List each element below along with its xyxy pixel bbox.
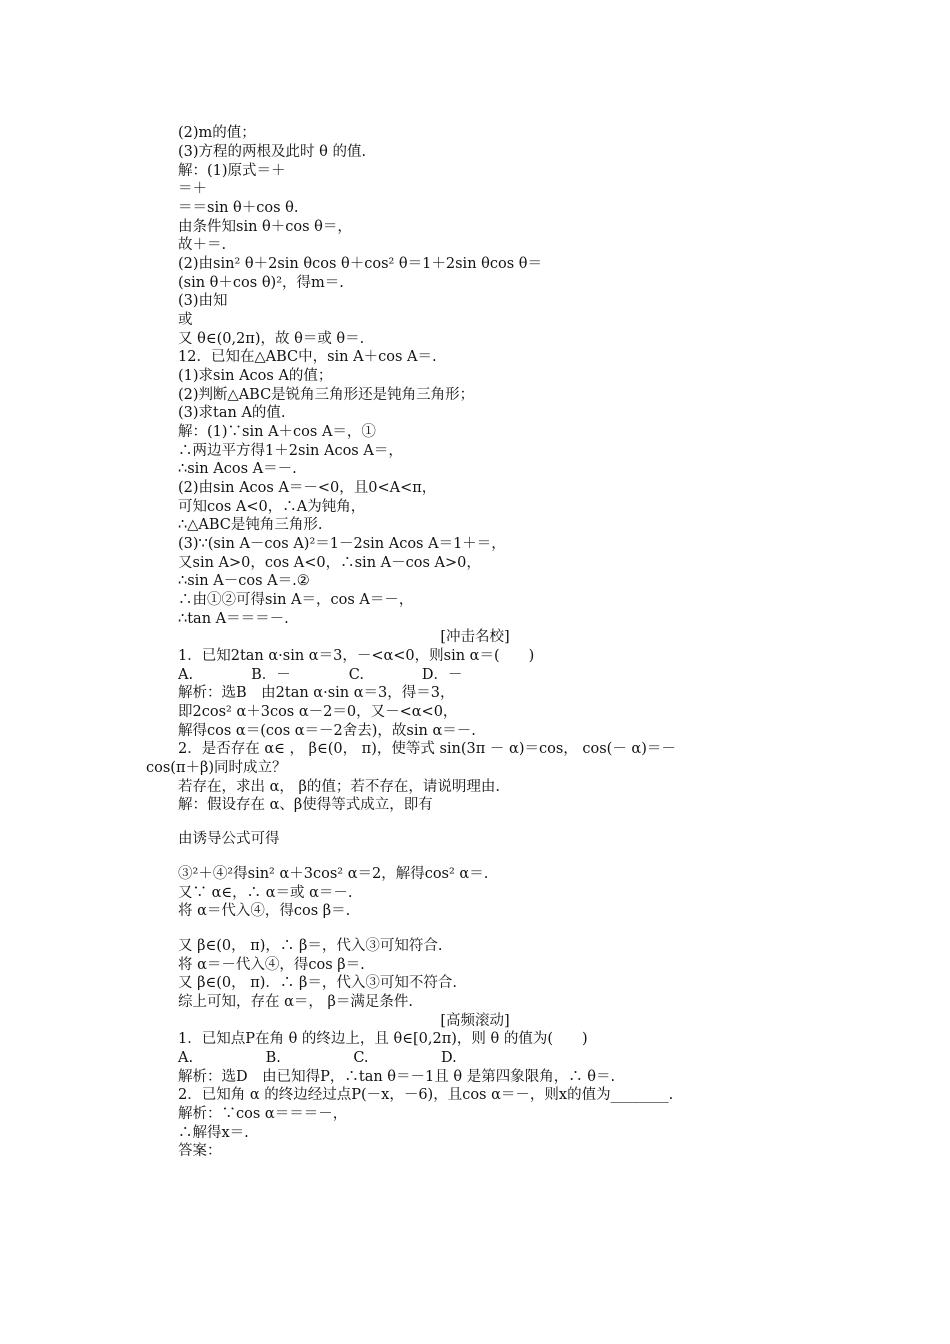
text-line: 解析：∵cos α＝＝＝－， (178, 1106, 348, 1122)
text-line: 又 θ∈(0,2π)，故 θ＝或 θ＝. (178, 331, 365, 347)
text-line: ＝＝sin θ＋cos θ. (178, 200, 299, 216)
text-line: (3)方程的两根及此时 θ 的值. (178, 144, 367, 160)
text-line: (3)∵(sin A－cos A)²＝1－2sin Acos A＝1＋＝， (178, 536, 506, 552)
text-line: ∴解得x＝. (178, 1125, 249, 1141)
text-line: 1．已知点P在角 θ 的终边上，且 θ∈[0,2π)，则 θ 的值为( ) (178, 1031, 588, 1047)
text-line: 由诱导公式可得 (178, 831, 280, 847)
section-heading: [冲击名校] (440, 629, 510, 645)
text-line: 故＋＝. (178, 237, 227, 253)
text-line: 解析：选B 由2tan α·sin α＝3，得＝3， (178, 685, 455, 701)
text-line: 1．已知2tan α·sin α＝3，－<α<0，则sin α＝( ) (178, 648, 535, 664)
text-line: (2)由sin² θ＋2sin θcos θ＋cos² θ＝1＋2sin θcos θ＝ (178, 256, 543, 272)
text-line: A. B. C. D. (178, 1050, 457, 1066)
text-line: (2)m的值； (178, 125, 256, 141)
text-line: ③²＋④²得sin² α＋3cos² α＝2，解得cos² α＝. (178, 866, 489, 882)
text-line: ∴两边平方得1＋2sin Acos A＝， (178, 443, 403, 459)
text-line: 2．是否存在 α∈ ， β∈(0， π)，使等式 sin(3π － α)＝cos， cos(－ α)＝－ (178, 741, 676, 757)
section-heading: [高频滚动] (440, 1013, 510, 1029)
text-line: (sin θ＋cos θ)²，得m＝. (178, 275, 344, 291)
text-line: 或 (178, 312, 193, 328)
text-line: 由条件知sin θ＋cos θ＝， (178, 219, 352, 235)
text-line: (3)由知 (178, 293, 228, 309)
text-line: ∴tan A＝＝＝－. (178, 611, 289, 627)
text-line: (2)由sin Acos A＝－<0，且0<A<π， (178, 480, 437, 496)
text-line: 解得cos α＝(cos α＝－2舍去)，故sin α＝－. (178, 723, 476, 739)
text-line: A. B．－ C. D．－ (178, 667, 463, 683)
text-line: 即2cos² α＋3cos α－2＝0，又－<α<0， (178, 704, 458, 720)
text-line: 将 α＝代入④，得cos β＝. (178, 903, 351, 919)
text-line: 解：(1)原式＝＋ (178, 163, 286, 179)
text-line: (3)求tan A的值. (178, 405, 286, 421)
text-line: 又∵ α∈，∴ α＝或 α＝－. (178, 885, 353, 901)
text-line: ∴△ABC是钝角三角形. (178, 517, 323, 533)
text-line: 解析：选D 由已知得P，∴tan θ＝－1且 θ 是第四象限角，∴ θ＝. (178, 1069, 616, 1085)
text-line: (2)判断△ABC是锐角三角形还是钝角三角形； (178, 387, 475, 403)
text-line: 又 β∈(0， π)．∴ β＝，代入③可知不符合. (178, 975, 458, 991)
text-line: 解：(1)∵sin A＋cos A＝，① (178, 424, 376, 440)
text-line: 2．已知角 α 的终边经过点P(－x，－6)，且cos α＝－，则x的值为________. (178, 1087, 674, 1103)
text-line: 将 α＝－代入④，得cos β＝. (178, 957, 365, 973)
text-line: 答案： (178, 1143, 222, 1159)
text-line: ＝＋ (178, 181, 207, 197)
text-line: 又sin A>0，cos A<0，∴sin A－cos A>0， (178, 555, 481, 571)
text-line: 解：假设存在 α、β使得等式成立，即有 (178, 797, 433, 813)
text-line: 综上可知，存在 α＝， β＝满足条件. (178, 994, 414, 1010)
text-line: ∴sin Acos A＝－. (178, 461, 297, 477)
text-line: cos(π＋β)同时成立？ (146, 760, 287, 776)
text-line: 若存在，求出 α， β的值；若不存在，请说明理由. (178, 779, 501, 795)
text-line: (1)求sin Acos A的值； (178, 368, 333, 384)
question-12-heading: 12．已知在△ABC中，sin A＋cos A＝. (178, 349, 437, 365)
text-line: 又 β∈(0， π)，∴ β＝，代入③可知符合. (178, 938, 443, 954)
text-line: 可知cos A<0，∴A为钝角， (178, 499, 366, 515)
text-line: ∴由①②可得sin A＝，cos A＝－， (178, 592, 414, 608)
text-line: ∴sin A－cos A＝.② (178, 573, 310, 589)
